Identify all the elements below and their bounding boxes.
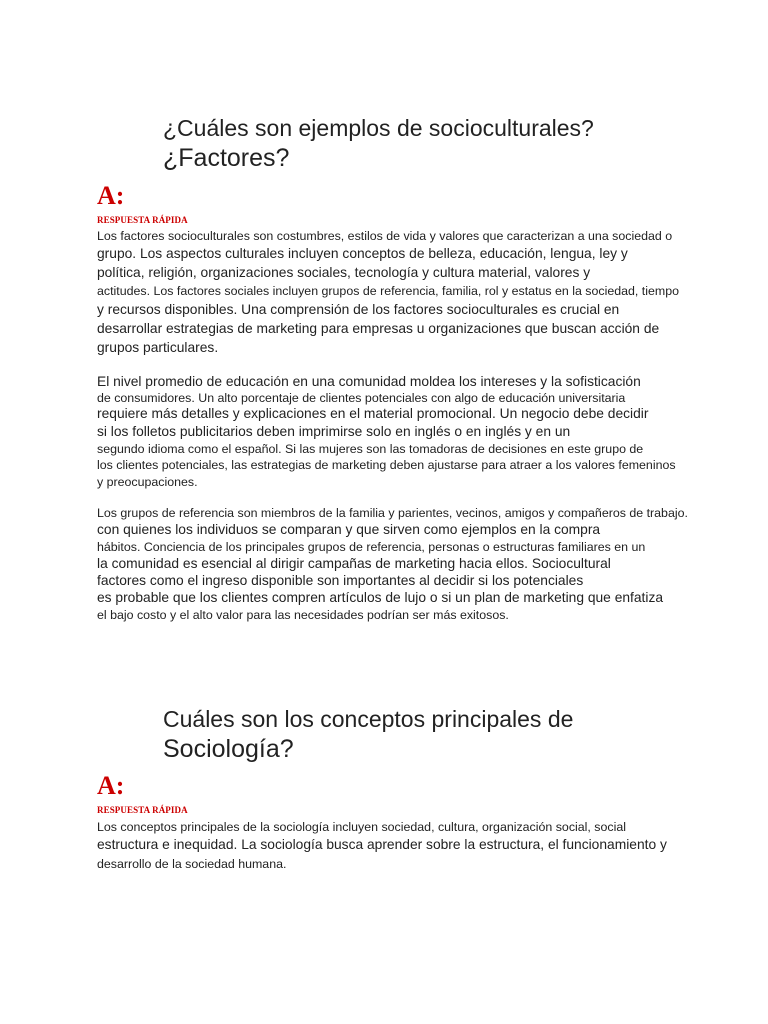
question-1-title-line2: ¿Factores? bbox=[163, 143, 290, 172]
answer-1-line: política, religión, organizaciones sociales, tecnología y cultura material, valores y bbox=[97, 265, 591, 280]
question-1-title-line1: ¿Cuáles son ejemplos de socioculturales? bbox=[163, 115, 594, 141]
answer-1-line: y recursos disponibles. Una comprensión de los factores socioculturales es crucial en bbox=[97, 302, 620, 317]
answer-2-line: Los conceptos principales de la sociología incluyen sociedad, cultura, organización social, social bbox=[97, 820, 626, 834]
answer-1-line: requiere más detalles y explicaciones en el material promocional. Un negocio debe decidir bbox=[97, 406, 649, 421]
answer-1-line: el bajo costo y el alto valor para las necesidades podrían ser más exitosos. bbox=[97, 608, 509, 622]
answer-1-line: si los folletos publicitarios deben imprimirse solo en inglés o en inglés y en un bbox=[97, 424, 571, 439]
answer-1-line: y preocupaciones. bbox=[97, 475, 198, 489]
question-2-title bbox=[163, 705, 573, 765]
quick-answer-2-label: RESPUESTA RÁPIDA bbox=[97, 805, 188, 815]
answer-1-line: Los grupos de referencia son miembros de la familia y parientes, vecinos, amigos y compañeros de trabajo. bbox=[97, 506, 688, 520]
answer-1-line: grupo. Los aspectos culturales incluyen conceptos de belleza, educación, lengua, ley y bbox=[97, 246, 628, 261]
question-2-title-line2: Sociología? bbox=[163, 734, 294, 763]
answer-1-line: segundo idioma como el español. Si las mujeres son las tomadoras de decisiones en este grupo de bbox=[97, 442, 644, 456]
answer-1-line: con quienes los individuos se comparan y que sirven como ejemplos en la compra bbox=[97, 522, 601, 537]
answer-1-line: Los factores socioculturales son costumbres, estilos de vida y valores que caracterizan a una sociedad o bbox=[97, 229, 673, 243]
answer-1-line: El nivel promedio de educación en una comunidad moldea los intereses y la sofisticación bbox=[97, 374, 641, 389]
answer-1-line: es probable que los clientes compren artículos de lujo o si un plan de marketing que enfatiza bbox=[97, 590, 664, 605]
answer-1-line: la comunidad es esencial al dirigir campañas de marketing hacia ellos. Sociocultural bbox=[97, 556, 611, 571]
answer-1-line: desarrollar estrategias de marketing para empresas u organizaciones que buscan acción de bbox=[97, 321, 660, 336]
answer-2-label: A: bbox=[97, 771, 125, 800]
answer-2-line: desarrollo de la sociedad humana. bbox=[97, 857, 287, 871]
answer-1-line: hábitos. Conciencia de los principales grupos de referencia, personas o estructuras familiares en un bbox=[97, 540, 646, 554]
answer-1-line: de consumidores. Un alto porcentaje de clientes potenciales con algo de educación universitaria bbox=[97, 391, 626, 405]
question-2-title-line1: Cuáles son los conceptos principales de bbox=[163, 706, 574, 732]
answer-1-line: grupos particulares. bbox=[97, 340, 219, 355]
quick-answer-1-label: RESPUESTA RÁPIDA bbox=[97, 215, 188, 225]
answer-1-line: actitudes. Los factores sociales incluyen grupos de referencia, familia, rol y estatus en la sociedad, tiempo bbox=[97, 284, 679, 298]
answer-1-line: los clientes potenciales, las estrategias de marketing deben ajustarse para atraer a los valores femeninos bbox=[97, 458, 676, 472]
question-1-title bbox=[163, 114, 594, 174]
answer-2-line: estructura e inequidad. La sociología busca aprender sobre la estructura, el funcionamiento y bbox=[97, 837, 667, 852]
answer-1-label: A: bbox=[97, 181, 125, 210]
answer-1-line: factores como el ingreso disponible son importantes al decidir si los potenciales bbox=[97, 573, 584, 588]
